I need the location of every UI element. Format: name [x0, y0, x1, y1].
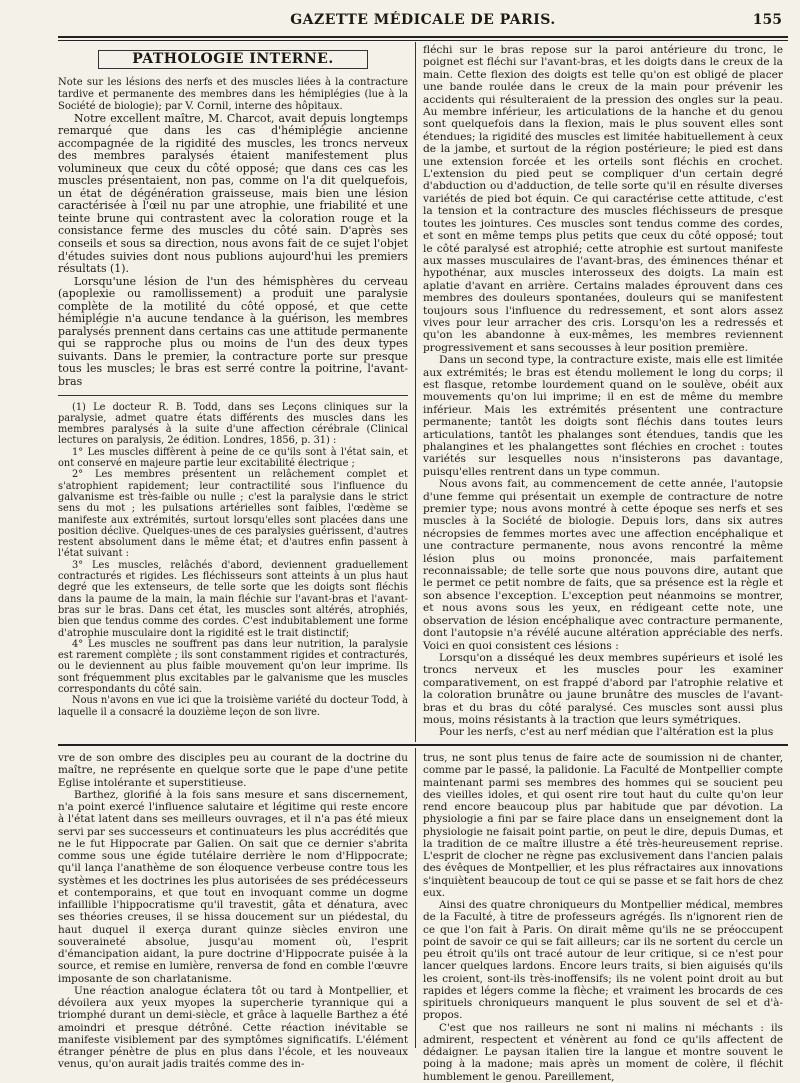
column-divider: [415, 42, 416, 742]
footnote-paragraph: 1° Les muscles diffèrent à peine de ce qu'ils sont à l'état sain, et ont conservé en majeure partie leur excitabilité électrique ;: [58, 446, 408, 470]
paragraph: Ainsi des quatre chroniqueurs du Montpellier médical, membres de la Faculté, à titre de professeurs agrégés. Ils n'ignorent rien de ce que l'on fait à Paris. On dirait même qu'ils ne se préoccupent point de savoir ce qui se fait ailleurs; car ils ne sortent du cercle un peu étroit qu'ils ont tracé autour de leur critique, si ce n'est pour lancer quelques lardons. Encore leurs traits, si bien aiguisés qu'ils les croient, sont-ils très-inoffensifs; ils ne volent point droit au but rapides et légers comme la flèche; et vraiment les brocards de ces spirituels chroniqueurs manquent le plus souvent de sel et d'à-propos.: [423, 899, 783, 1022]
footnote-paragraph: Nous n'avons en vue ici que la troisième variété du docteur Todd, à laquelle il a consacré la douzième leçon de son livre.: [58, 695, 408, 718]
footnote-paragraph: 2° Les membres présentent un relâchement complet et s'atrophient rapidement; leur contractilité sous l'influence du galvanisme est très-faible ou nulle ; c'est la paralysie dans le strict sens du mot ; les pulsations artérielles sont faibles, l'œdème se manifeste aux extrémités, surtout lorsqu'elles sont placées dans une position déclive. Quelques-unes de ces paralysies guérissent, d'autres restent absolument dans le même état; et d'autres enfin passent à l'état suivant :: [58, 469, 408, 560]
left-column: [58, 50, 408, 718]
paragraph: Nous avons fait, au commencement de cette année, l'autopsie d'une femme qui présentait un exemple de contracture de notre premier type; nous avons montré à cette époque ses nerfs et ses muscles à la Société de biologie. Depuis lors, dans six autres nécropsies de femmes mortes avec une affection encéphalique et une contracture permanente, nous avons rencontré la même lésion plus ou moins prononcée, mais parfaitement reconnaissable; de telle sorte que nous pouvons dire, autant que le permet ce petit nombre de faits, que sa présence est la règle et son absence l'exception. L'exception peut néanmoins se montrer, et nous avons sous les yeux, en rédigeant cette note, une observation de lésion encéphalique avec contracture permanente, dont l'autopsie n'a révélé aucune altération appréciable des nerfs. Voici en quoi consistent ces lésions :: [423, 478, 783, 652]
paragraph: fléchi sur le bras repose sur la paroi antérieure du tronc, le poignet est fléchi sur l'avant-bras, et les doigts dans le creux de la main. Cette flexion des doigts est telle qu'on est obligé de placer une bande roulée dans le creux de la main pour prévenir les accidents qui résulteraient de la pression des ongles sur la peau. Au membre inférieur, les articulations de la hanche et du genou sont quelquefois dans la flexion, mais le plus souvent elles sont étendues; la rigidité des muscles est limitée habituellement à ceux de la jambe, et surtout de la région postérieure; le pied est dans une extension forcée et les orteils sont fléchis en crochet. L'extension du pied peut se compliquer d'un certain degré d'abduction ou d'adduction, de telle sorte qu'il en résulte diverses variétés de pied bot équin. Ce qui caractérise cette attitude, c'est la tension et la contracture des muscles fléchisseurs de presque toutes les jointures. Ces muscles sont tendus comme des cordes, et sont en même temps plus petits que ceux du côté opposé; tout le côté paralysé est atrophié; cette atrophie est surtout manifeste aux masses musculaires de l'avant-bras, des éminences thénar et hypothénar, aux muscles interosseux des doigts. La main est aplatie d'avant en arrière. Certains malades éprouvent dans ces membres des douleurs spontanées, douleurs qui se manifestent toujours sous l'influence du redressement, et sont alors assez vives pour leur arracher des cris. Lorsqu'on les a redressés et qu'on les abandonne à eux-mêmes, les membres reviennent progressivement et sans secousses à leur position première.: [423, 44, 783, 354]
paragraph: Une réaction analogue éclatera tôt ou tard à Montpellier, et dévoilera aux yeux myopes la supercherie tyrannique qui a triomphé durant un demi-siècle, et grâce à laquelle Barthez a été amoindri et presque détrôné. Cette réaction inévitable se manifeste visiblement par des symptômes significatifs. L'élément étranger pénètre de plus en plus dans l'école, et les nouveaux venus, qu'on aurait jadis traités comme des in-: [58, 984, 408, 1071]
footnote-paragraph: 4° Les muscles ne souffrent pas dans leur nutrition, la paralysie est rarement complète ; ils sont constamment rigides et contracturés, ou le deviennent au plus faible mouvement qu'on leur imprime. Ils sont fréquemment plus excitables par le galvanisme que les muscles correspondants du côté sain.: [58, 638, 408, 695]
paragraph: Lorsqu'une lésion de l'un des hémisphères du cerveau (apoplexie ou ramollissement) a produit une paralysie complète de la motilité du côté opposé, et que cette hémiplégie n'a aucune tendance à la guérison, les membres paralysés prennent dans certains cas une attitude permanente qui se rapproche plus ou moins de l'un des deux types suivants. Dans le premier, la contracture porte sur presque tous les muscles; le bras est serré contre la poitrine, l'avant-bras: [58, 274, 408, 389]
paragraph: Barthez, glorifié à la fois sans mesure et sans discernement, n'a point exercé l'influence salutaire et légitime qui reste encore à l'état latent dans ses meilleurs ouvrages, et il n'a pas été mieux servi par ses successeurs et continuateurs les plus accrédités que ne le fut Hippocrate par Galien. On sait que ce dernier s'abrita comme sous une égide tutélaire derrière le nom d'Hippocrate; qu'il lança l'anathème de son éloquence verbeuse contre tous les systèmes et les doctrines les plus autorisées de ses prédécesseurs et contemporains, et que tout en invoquant comme un dogme infaillible l'hippocratisme qu'il travestit, gâta et dénatura, avec ses théories creuses, il se hissa doucement sur un piédestal, du haut duquel il exerça durant quinze siècles environ une souveraineté absolue, jusqu'au moment où, l'esprit d'émancipation aidant, la pure doctrine d'Hippocrate puisée à la source, et remise en lumière, renversa de fond en comble l'œuvre imposante de son charlatanisme.: [58, 788, 408, 985]
footnote: [58, 402, 408, 718]
paragraph: vre de son ombre des disciples peu au courant de la doctrine du maître, ne représente en quelque sorte que le pape d'une petite Eglise intolérante et superstitieuse.: [58, 752, 408, 789]
section-title: PATHOLOGIE INTERNE.: [98, 50, 368, 69]
journal-title: GAZETTE MÉDICALE DE PARIS.: [290, 12, 556, 28]
paragraph: trus, ne sont plus tenus de faire acte de soumission ni de chanter, comme par le passé, la palidonie. La Faculté de Montpellier compte maintenant parmi ses membres des hommes qui se soucient peu des vieilles idoles, et qui osent rire tout haut du culte qu'on leur rend encore beaucoup plus par habitude que par dévotion. La physiologie a fini par se faire place dans un enseignement dont la physiologie ne faisait point partie, on peut le dire, depuis Dumas, et la tradition de ce maître illustre a été très-heureusement reprise. L'esprit de clocher ne règne pas exclusivement dans l'ancien palais des évêques de Montpellier, et les plus réfractaires aux innovations s'inquiètent beaucoup de tout ce qui se passe et se fait hors de chez eux.: [423, 752, 783, 899]
article-lead: Note sur les lésions des nerfs et des muscles liées à la contracture tardive et permanente des membres dans les hémiplégies (lue à la Société de biologie); par V. Cornil, interne des hôpitaux.: [58, 76, 408, 112]
paragraph: Lorsqu'on a disséqué les deux membres supérieurs et isolé les troncs nerveux et les muscles pour les examiner comparativement, on est frappé d'abord par l'atrophie relative et la coloration brunâtre ou jaune brunâtre des muscles de l'avant-bras et du bras du côté paralysé. Ces muscles sont aussi plus mous, moins résistants à la traction que leurs symétriques.: [423, 651, 783, 726]
running-header: [60, 10, 786, 34]
feuilleton-right: [423, 752, 783, 1083]
page-number: 155: [752, 12, 782, 28]
header-rule: [58, 36, 788, 38]
paragraph: Pour les nerfs, c'est au nerf médian que l'altération est la plus: [439, 726, 774, 739]
header-rule-thin: [58, 40, 788, 41]
feuilleton-left: [58, 752, 408, 1071]
paragraph: Dans un second type, la contracture existe, mais elle est limitée aux extrémités; le bras est étendu mollement le long du corps; il est flasque, retombe lourdement quand on le soulève, obéit aux mouvements qu'on lui imprime; il en est de même du membre inférieur. Mais les extrémités présentent une contracture permanente; tantôt les doigts sont fléchis dans toutes leurs articulations, tantôt les phalanges sont étendues, tandis que les phalangines et les phalangettes sont fléchies en crochet : toutes variétés sur lesquelles nous n'insisterons pas davantage, puisqu'elles rentrent dans un type commun.: [423, 354, 783, 478]
paragraph: C'est que nos railleurs ne sont ni malins ni méchants : ils admirent, respectent et vénèrent au fond ce qu'ils affectent de dédaigner. Le paysan italien tire la langue et montre souvent le poing à la madone; mais après un moment de colère, il fléchit humblement le genou. Pareillement,: [423, 1021, 783, 1083]
paragraph: Notre excellent maître, M. Charcot, avait depuis longtemps remarqué que dans les cas d'hémiplégie ancienne accompagnée de la rigidité des muscles, les troncs nerveux des membres paralysés étaient manifestement plus volumineux que ceux du côté opposé; que dans ces cas les muscles présentaient, non pas, comme on l'a dit quelquefois, un état de dégénération graisseuse, mais bien une lésion caractérisée à l'œil nu par une atrophie, une friabilité et une teinte brune qui contrastent avec la coloration rouge et la consistance ferme des muscles du côté sain. D'après ses conseils et sous sa direction, nous avons fait de ce sujet l'objet d'études suivies dont nous publions aujourd'hui les premiers résultats (1).: [58, 111, 408, 276]
footnote-rule: [58, 395, 408, 396]
footnote-paragraph: (1) Le docteur R. B. Todd, dans ses Leçons cliniques sur la paralysie, admet quatre états différents des muscles dans les membres paralysés à la suite d'une affection cérébrale (Clinical lectures on paralysis, 2e édition. Londres, 1856, p. 31) :: [58, 401, 408, 447]
right-column: [423, 44, 783, 739]
footnote-paragraph: 3° Les muscles, relâchés d'abord, deviennent graduellement contracturés et rigides. Les fléchisseurs sont atteints à un plus haut degré que les extenseurs, de telle sorte que les doigts sont fléchis dans la paume de la main, la main fléchie sur l'avant-bras et l'avant-bras sur le bras. Dans cet état, les muscles sont altérés, atrophiés, bien que tendus comme des cordes. C'est indubitablement une forme d'atrophie musculaire dont la rigidité est le trait distinctif;: [58, 559, 408, 639]
feuilleton-divider: [415, 748, 416, 1048]
feuilleton-rule: [58, 744, 788, 746]
